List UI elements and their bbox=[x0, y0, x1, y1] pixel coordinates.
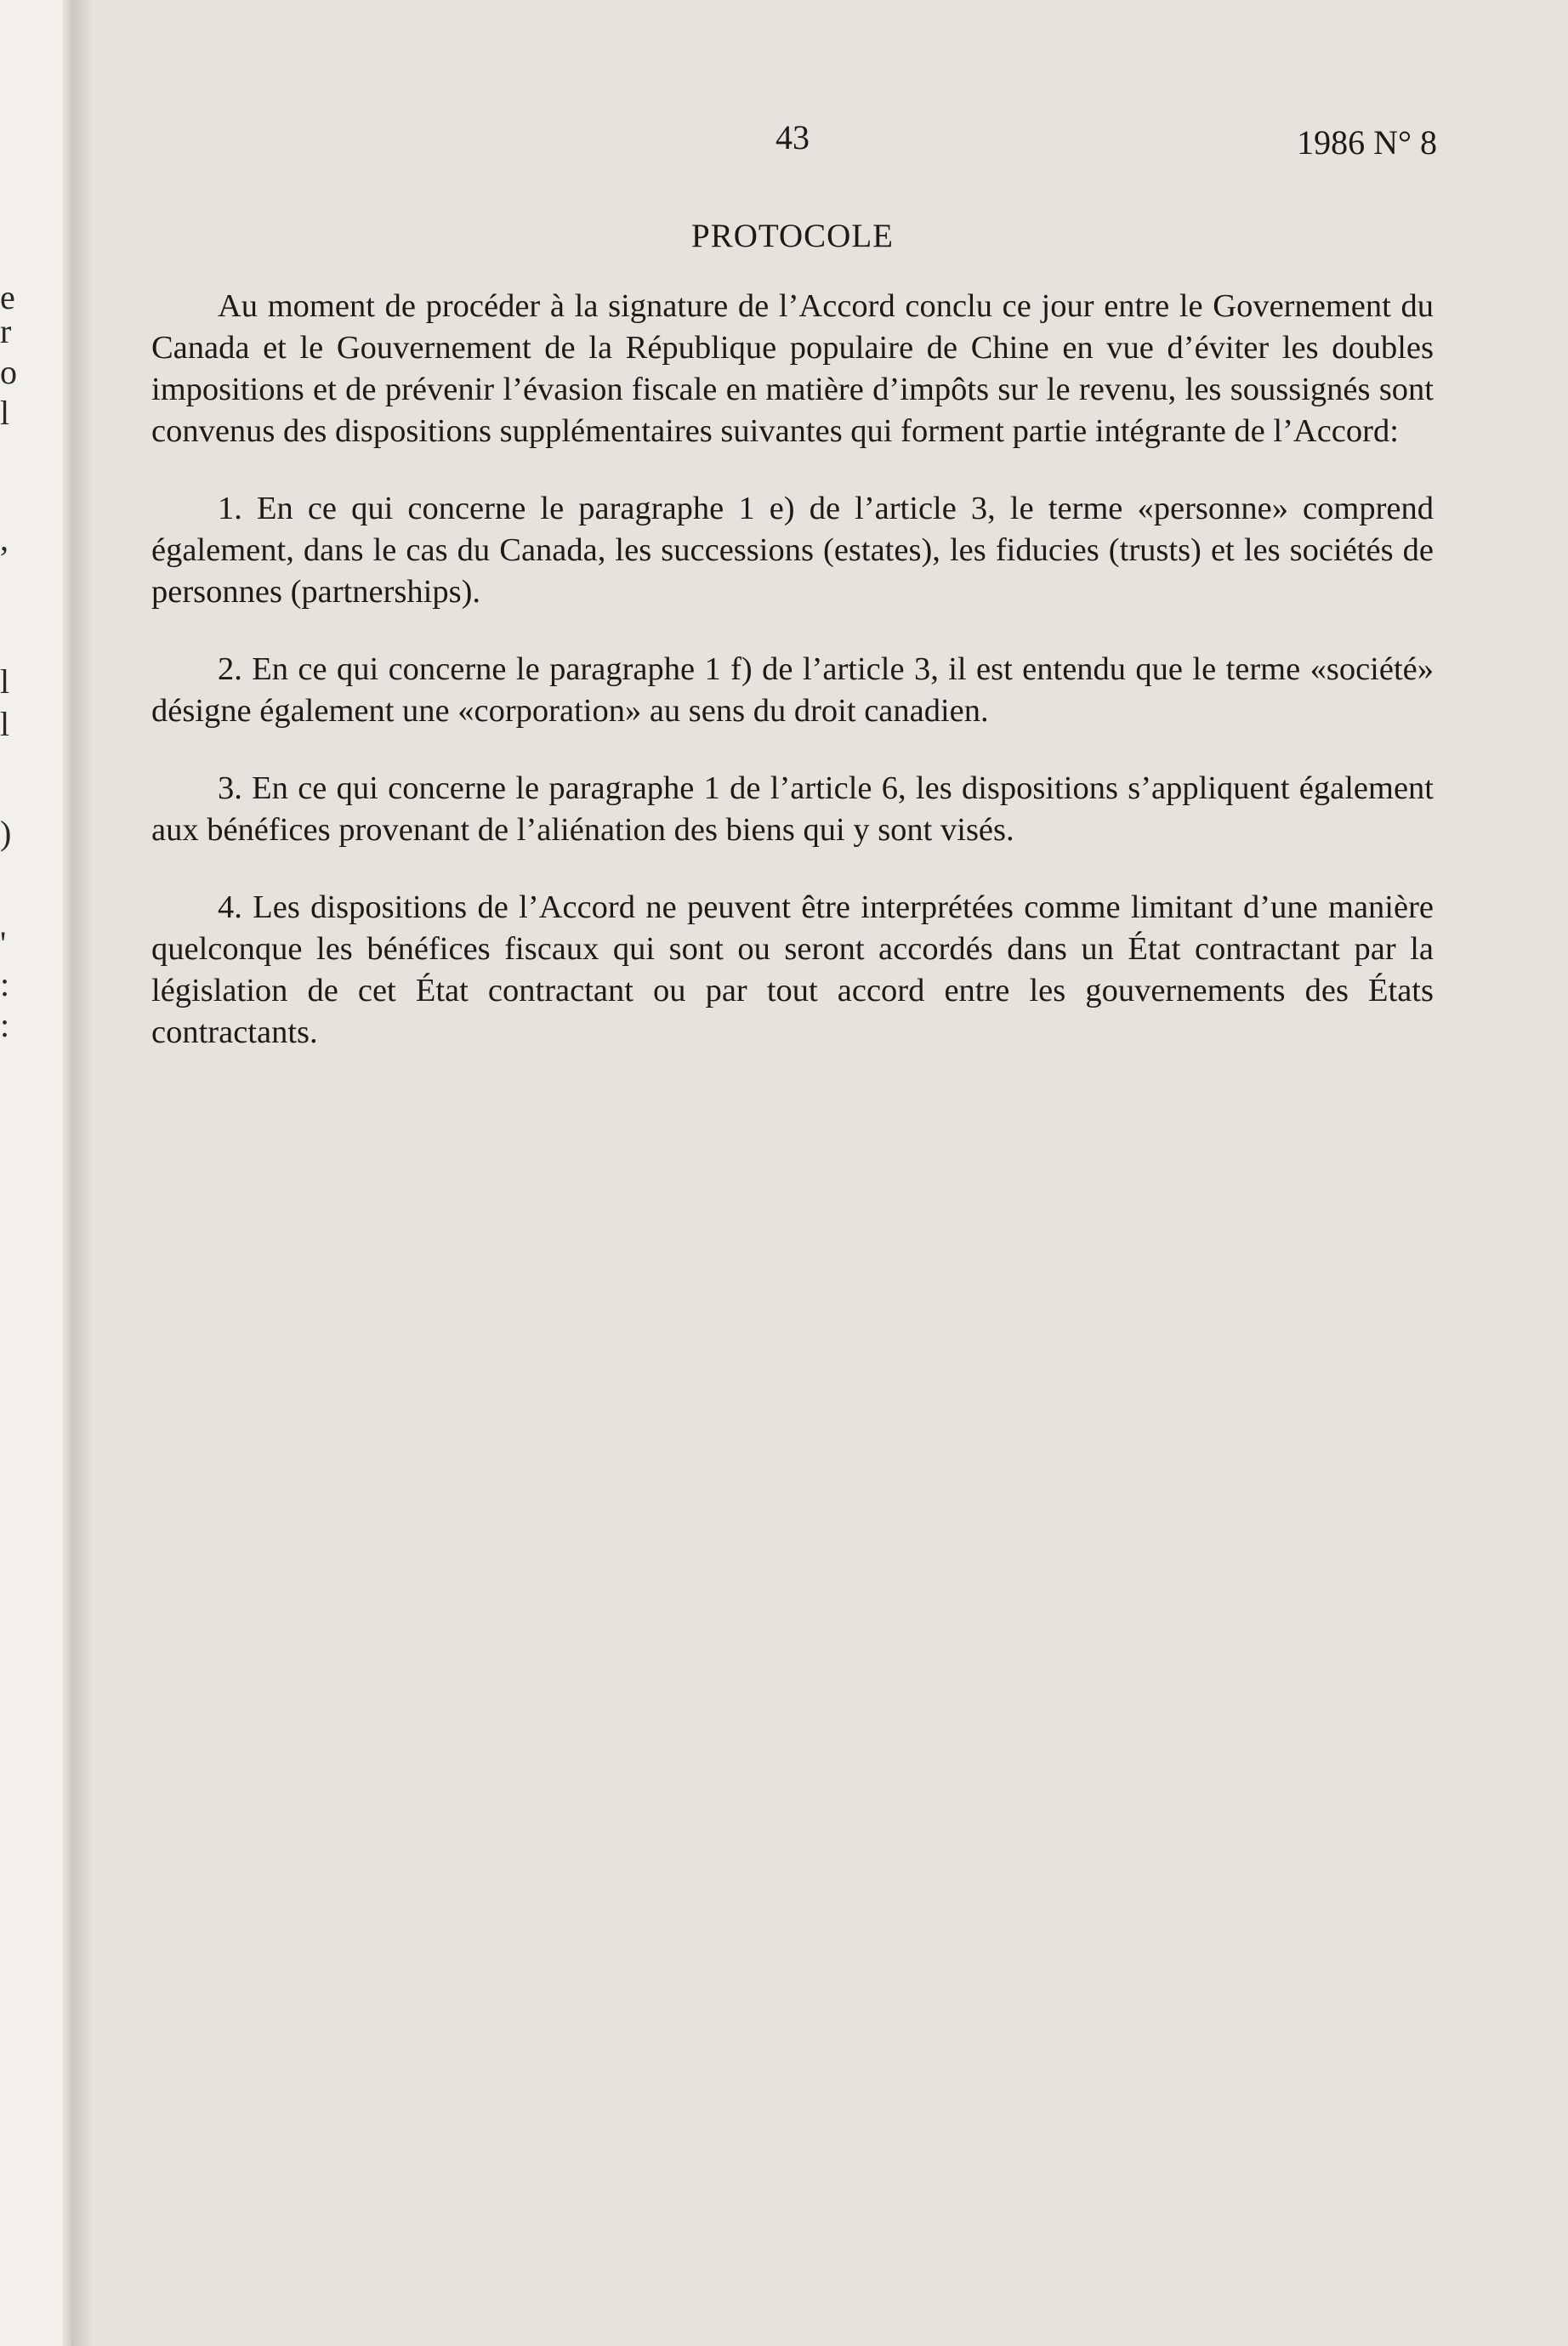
margin-char: , bbox=[0, 520, 9, 558]
clause-paragraph-1: 1. En ce qui concerne le paragraphe 1 e) de l’article 3, le terme «personne» comprend également, dans le cas du Canada, les successions (estates), les fiducies (trusts) et les sociétés de personnes (partnerships). bbox=[151, 491, 1434, 610]
margin-char: l bbox=[0, 705, 10, 743]
margin-char: l bbox=[0, 394, 10, 432]
margin-char: : bbox=[0, 1006, 10, 1044]
clause-paragraph-3: 3. En ce qui concerne le paragraphe 1 de l’article 6, les dispositions s’appliquent également aux bénéfices provenant de l’aliénation des biens qui y sont visés. bbox=[151, 770, 1434, 848]
clause-paragraph-2: 2. En ce qui concerne le paragraphe 1 f) de l’article 3, il est entendu que le terme «société» désigne également une «corporation» au sens du droit canadien. bbox=[151, 651, 1434, 729]
document-reference: 1986 N° 8 bbox=[1297, 123, 1437, 162]
margin-char: e bbox=[0, 278, 15, 316]
margin-char: o bbox=[0, 353, 17, 391]
document-title: PROTOCOLE bbox=[691, 218, 894, 254]
page-fold-shadow bbox=[71, 0, 94, 2346]
margin-char: l bbox=[0, 662, 10, 701]
preamble-paragraph: Au moment de procéder à la signature de l’Accord conclu ce jour entre le Governement du Canada et le Gouvernement de la République populaire de Chine en vue d’éviter les doubles impositions et de prévenir l’évasion fiscale en matière d’impôts sur le revenu, les soussignés sont convenus des dispositions supplémentaires suivantes qui forment partie intégrante de l’Accord: bbox=[151, 288, 1434, 449]
margin-char: ' bbox=[0, 924, 7, 963]
margin-char: : bbox=[0, 965, 10, 1003]
clause-paragraph-4: 4. Les dispositions de l’Accord ne peuvent être interprétées comme limitant d’une manière quelconque les bénéfices fiscaux qui sont ou seront accordés dans un État contractant par la législation de cet État contractant ou par tout accord entre les gouvernements des États contractants. bbox=[151, 889, 1434, 1050]
adjacent-page-edge bbox=[0, 0, 71, 2346]
page-gutter bbox=[63, 0, 71, 2346]
page-number: 43 bbox=[775, 118, 810, 156]
margin-char: r bbox=[0, 312, 12, 350]
margin-char: ) bbox=[0, 814, 12, 852]
document-body bbox=[151, 286, 1434, 1054]
